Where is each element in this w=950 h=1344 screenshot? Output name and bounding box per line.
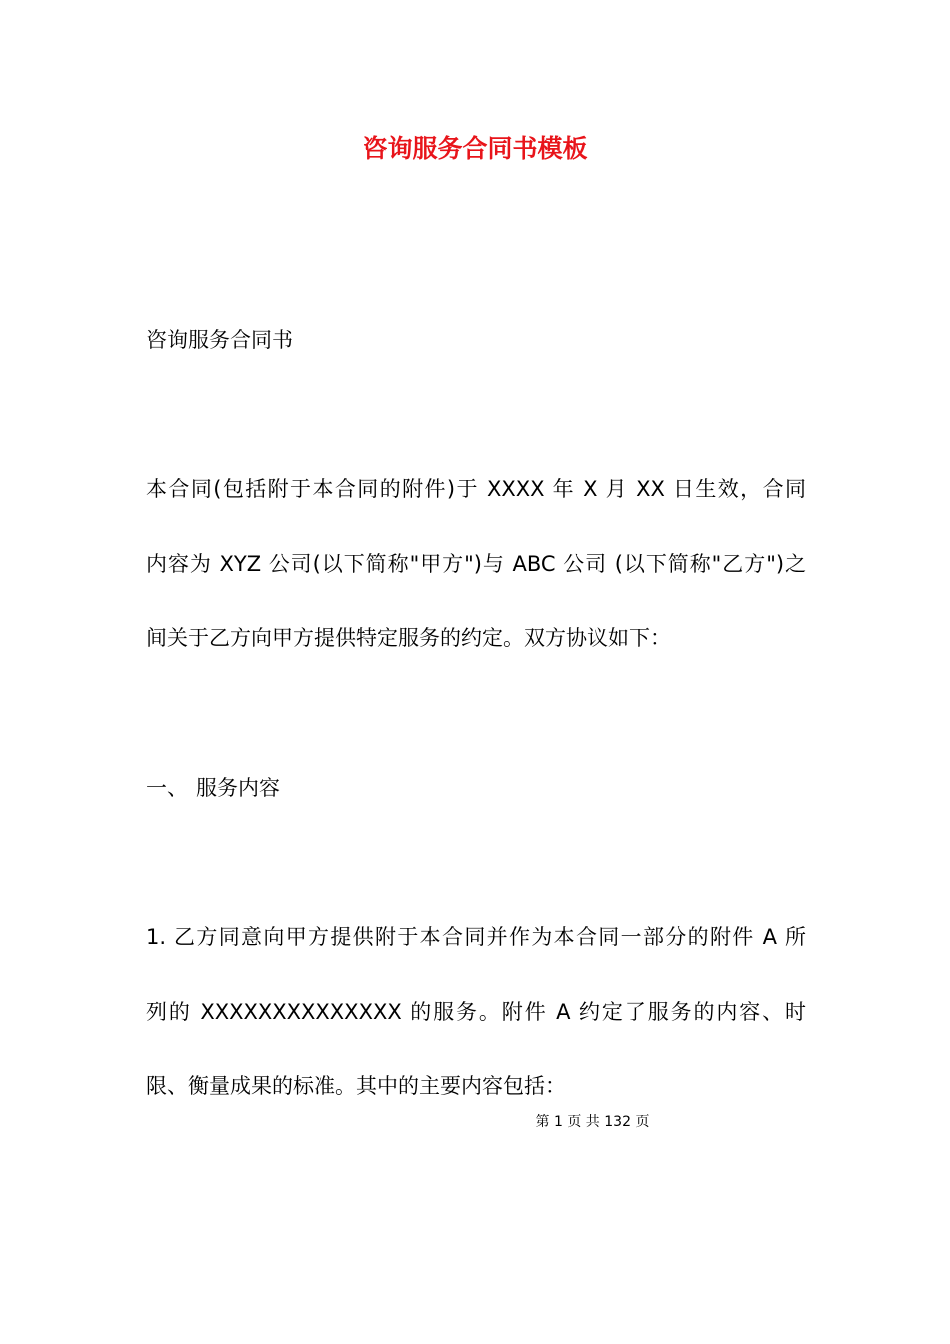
footer-current-page: 1	[553, 1114, 563, 1130]
footer-suffix: 页	[635, 1114, 650, 1130]
footer-middle: 页 共	[567, 1114, 600, 1130]
document-title: 咨询服务合同书模板	[362, 134, 588, 163]
clause-1-line-2: 列的 XXXXXXXXXXXXXX 的服务。附件 A 约定了服务的内容、时	[146, 1000, 806, 1024]
document-subtitle: 咨询服务合同书	[146, 328, 293, 352]
clause-1-line-3: 限、衡量成果的标准。其中的主要内容包括：	[146, 1074, 566, 1098]
clause-1-line-1: 1. 乙方同意向甲方提供附于本合同并作为本合同一部分的附件 A 所	[146, 925, 806, 949]
intro-line-1: 本合同(包括附于本合同的附件)于 XXXX 年 X 月 XX 日生效，合同	[146, 477, 806, 501]
intro-line-2: 内容为 XYZ 公司(以下简称"甲方")与 ABC 公司 (以下简称"乙方")之	[146, 552, 806, 576]
intro-line-3: 间关于乙方向甲方提供特定服务的约定。双方协议如下：	[146, 626, 671, 650]
page-footer	[0, 1112, 950, 1132]
section-title: 服务内容	[196, 776, 280, 800]
footer-total-pages: 132	[604, 1114, 631, 1130]
section-number: 一、	[146, 776, 188, 800]
section-heading-service-content	[146, 773, 280, 803]
footer-prefix: 第	[535, 1114, 550, 1130]
